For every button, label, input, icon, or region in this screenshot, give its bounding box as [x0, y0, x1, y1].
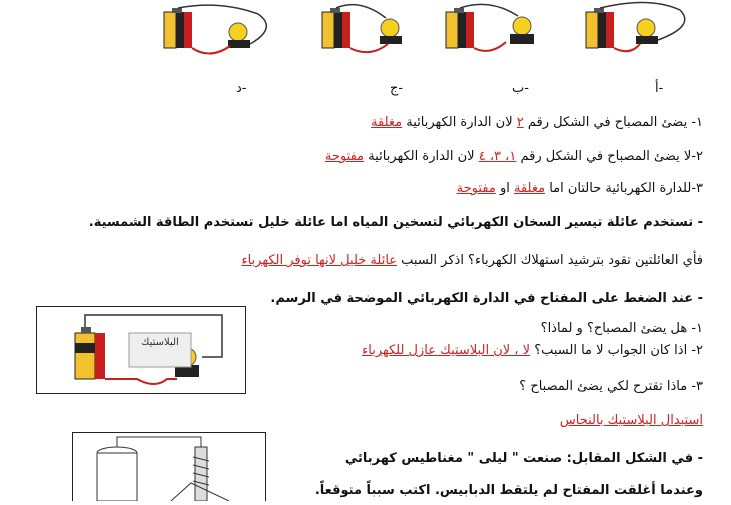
plastic-circuit-figure	[36, 306, 246, 394]
q1-line2-numbers: ١، ٣، ٤	[478, 149, 517, 164]
q1-line2-mid: لان الدارة الكهربائية	[368, 149, 475, 164]
circuit-a	[586, 2, 685, 51]
q2-statement: - تستخدم عائلة تيسير السخان الكهربائي لتسخين المياه اما عائلة خليل تستخدم الطاقة الشمسية.	[88, 215, 703, 230]
q1-line3-text: ٣-للدارة الكهربائية حالتان اما	[549, 181, 703, 196]
q3-sub1: ١- هل يضئ المصباح؟ و لماذا؟	[540, 321, 703, 336]
q3-answer3: استبدال البلاستيك بالنحاس	[559, 413, 703, 428]
circuit-c	[322, 5, 402, 53]
q1-line3-answer1: مغلقة	[513, 181, 546, 196]
q3-answer2: لا ، لان البلاستيك عازل للكهرباء	[362, 343, 531, 358]
q1-line3-or: او	[499, 181, 510, 196]
q1-line3-answer2: مفتوحة	[456, 181, 496, 196]
electromagnet-drawing	[73, 433, 265, 501]
plastic-circuit-drawing	[37, 307, 245, 393]
label-b: ب-	[512, 81, 529, 96]
circuits-figure	[150, 0, 710, 62]
q1-line2	[325, 148, 703, 166]
q1-line2-answer: مفتوحة	[324, 149, 365, 164]
q1-line1-text: ١- يضئ المصباح في الشكل رقم	[527, 115, 703, 130]
q1-line1-answer: مغلقة	[371, 115, 403, 130]
circuit-d	[164, 5, 266, 53]
q1-line1-mid: لان الدارة الكهربائية	[406, 115, 513, 130]
q2-question-line	[241, 252, 703, 270]
q4-sub: وعندما أغلقت المفتاح لم يلتقط الدبابيس. اكتب سبباً متوقعاً.	[314, 483, 703, 498]
q3-sub3: ٣- ماذا تقترح لكي يضئ المصباح ؟	[519, 379, 703, 394]
q3-sub2: ٢- اذا كان الجواب لا ما السبب؟	[534, 343, 703, 358]
q2-question: فأي العائلتين تقود بترشيد استهلاك الكهرباء؟ اذكر السبب	[401, 253, 703, 268]
circuit-b	[446, 4, 534, 50]
label-c: ج-	[390, 81, 404, 96]
q4-statement: - في الشكل المقابل: صنعت " ليلى " مغناطيس كهربائي	[344, 451, 703, 466]
q1-line1	[371, 114, 703, 132]
electromagnet-figure	[72, 432, 266, 501]
q3-statement: - عند الضغط على المفتاح في الدارة الكهربائي الموضحة في الرسم.	[270, 291, 703, 306]
q1-line2-text: ٢-لا يضئ المصباح في الشكل رقم	[520, 149, 703, 164]
q1-line1-number: ٢	[516, 115, 524, 130]
plastic-label: البلاستيك	[141, 337, 179, 348]
label-a: أ-	[655, 81, 664, 96]
q3-sub2-line	[362, 342, 703, 360]
q2-answer: عائلة خليل لانها توفر الكهرباء	[241, 253, 398, 268]
label-d: د-	[236, 81, 247, 96]
q1-line3	[457, 180, 703, 198]
